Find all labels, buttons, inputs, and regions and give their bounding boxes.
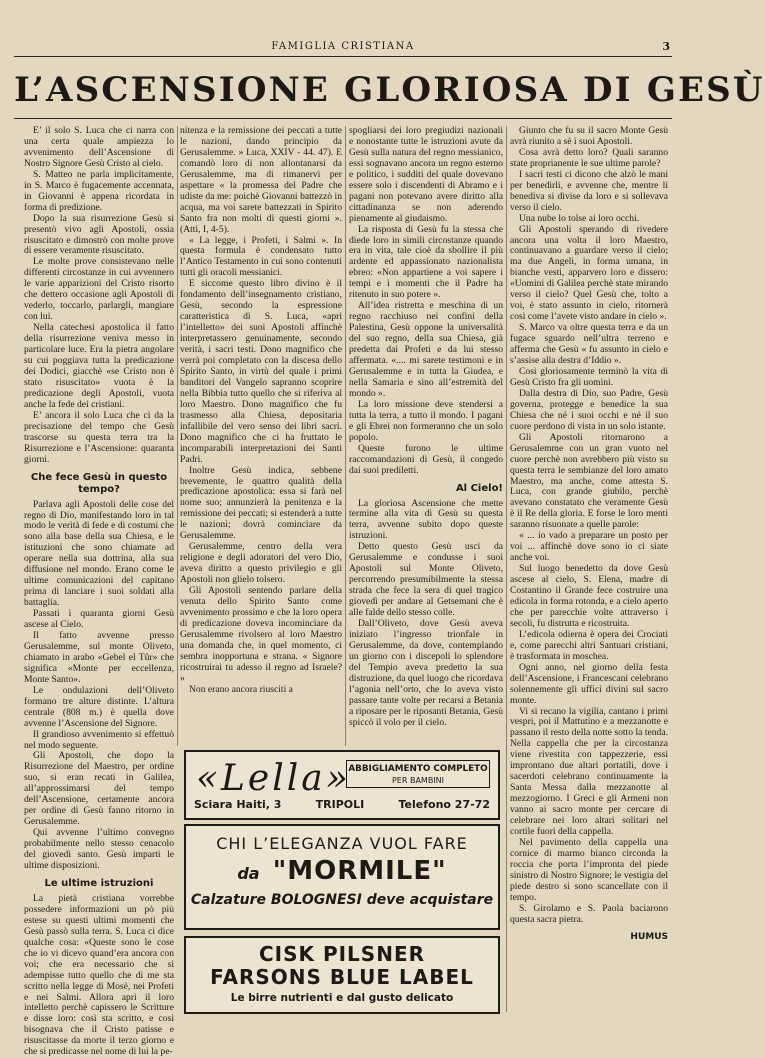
paragraph: spogliarsi dei loro pregiudizi nazionali e nonostante tutte le istruzioni avute da Gesù sulla natura del regno messianico, essi sognavano ancora un regno esterno e politico, i sudditi del quale dovevano essere solo i discendenti di Abramo e i pagani non potevano avere diritto alla cittadinanza se non aderendo pienamente al giudaismo. bbox=[349, 125, 503, 224]
magazine-name: FAMIGLIA CRISTIANA bbox=[271, 41, 415, 52]
paragraph: Il fatto avvenne presso Gerusalemme, sul monte Oliveto, chiamato in arabo «Gebel el Tûr» che significa «Monte per eccellenza, Monte Santo». bbox=[24, 629, 174, 685]
paragraph: All’idea ristretta e meschina di un regno racchiuso nei confini della Palestina, Gesù oppone la universalità del suo regno, della sua Chiesa, già predetta dai Profeti e da lui stesso affermata. «.... mi sarete testimoni e in Gerusalemme e in tutta la Giudea, e nella Samaria e sino all’estremità del mondo ». bbox=[349, 300, 503, 399]
paragraph: Gerusalemme, centro della vera religione e degli adoratori del vero Dio, aveva diritto a questo privilegio e gli Apostoli non glielo tolsero. bbox=[180, 541, 342, 586]
ad-lella bbox=[184, 750, 500, 820]
lella-tagline-box bbox=[346, 760, 490, 788]
paragraph: Gli Apostoli ritornarono a Gerusalemme con un gran vuoto nel cuore perchè non avrebbero più visto su questa terra le sembianze del loro amato Maestro, ma anche, come attesta S. Luca, con grande giubilo, perchè avevano constatato che veramente Gesù è il Re della gloria. E forse le loro menti saranno risuonate a quelle parole: bbox=[510, 431, 668, 531]
paragraph: Così gloriosamente terminò la vita di Gesù Cristo fra gli uomini. bbox=[510, 365, 668, 388]
paragraph: Qui avvenne l’ultimo convegno probabilmente nello stesso cenacolo del giovedì santo. Gesù impartì le ultime disposizioni. bbox=[24, 827, 174, 871]
lella-contact-row bbox=[194, 798, 490, 811]
paragraph: Gli Apostoli sentendo parlare della venuta dello Spirito Santo come avvenimento prossimo e che la loro opera di predicazione doveva incominciare da Gerusalemme rivolsero al loro Maestro una domanda che, in quel momento, ci sembra inopportuna e strana. « Signore ricostruirai tu adesso il regno ad Israele? » bbox=[180, 585, 342, 684]
mormile-brand-row bbox=[186, 856, 498, 886]
column-divider bbox=[506, 126, 507, 1012]
ad-cisk bbox=[184, 936, 500, 1014]
paragraph: Non erano ancora riusciti a bbox=[189, 683, 293, 695]
paragraph: L’edicola odierna è opera dei Crociati e, come parecchi altri Santuari cristiani, è trasformata in moschea. bbox=[510, 628, 668, 662]
paragraph: Vi si recano la vigilia, cantano i primi vespri, poi il Mattutino e a mezzanotte e passano il resto della notte sotto la tenda. Nella cappella che per la circostanza viene rivestita con tappezzerie, essi improntano due altari portatili, dove i sacerdoti celebrano continuamente la Santa Messa dalla mezzanotte al mezzogiorno. I Greci e gli Armeni non vanno ai sacro monte per cercare di celebrare nei loro altari solitari nel cortile fuori della cappella. bbox=[510, 705, 668, 837]
mormile-subline: Calzature BOLOGNESI deve acquistare bbox=[190, 892, 494, 908]
ad-mormile bbox=[184, 824, 500, 930]
page-number: 3 bbox=[662, 40, 670, 53]
paragraph: Passati i quaranta giorni Gesù ascese al Cielo. bbox=[24, 608, 174, 631]
paragraph: E’ il solo S. Luca che ci narra con una certa quale ampiezza lo avvenimento dell’Ascensione di Nostro Signore Gesù Cristo al cielo. bbox=[24, 125, 174, 169]
paragraph: E’ ancora il solo Luca che ci da la precisazione del tempo che Gesù trascorse su questa terra tra la Risurrezione e l’Ascensione: quaranta giorni. bbox=[24, 409, 174, 465]
paragraph: Parlava agli Apostoli delle cose del regno di Dio, manifestando loro in tal modo le verità di fede e di costumi che sono alla base della sua Chiesa, e le istituzioni che sono chiamate ad operare nella sua dottrina, alla sua diffusione nel mondo. Erano come le ultime comunicazioni del capitano prima di lanciare i suoi soldati alla battaglia. bbox=[24, 498, 174, 609]
cisk-line1: CISK PILSNER bbox=[258, 942, 426, 966]
paragraph: La pietà cristiana vorrebbe possedere informazioni un pò più estese su questi ultimi momenti che Gesù passò sulla terra. S. Luca ci dice qualche cosa: «Queste sono le cose che io vi dicevo quand’era ancora con voi; che era necessario che si adempisse tutto quello che di me sta scritto nella legge di Mosè, nei Profeti e nei Salmi. Allora aprì il loro intelletto perchè capissero le Scritture e disse loro: così sta scritto, e così bisognava che il Cristo patisse e risuscitasse da morte il terzo giorno e che si predicasse nel nome di lui la pe- bbox=[24, 892, 174, 1058]
paragraph: « ... io vado a preparare un posto per voi ... affinchè dove sono io ci siate anche voi. bbox=[510, 530, 668, 564]
paragraph: I sacri testi ci dicono che alzò le mani per benedirli, e avvenne che, mentre li benediva si divise da loro e si sollevava verso il cielo. bbox=[510, 168, 668, 213]
paragraph: Le ondulazioni dell’Oliveto formano tre alture distinte. L’altura centrale (808 m.) è quella dove avvenne l’Ascensione del Signore. bbox=[24, 684, 174, 729]
article-headline: L’ASCENSIONE GLORIOSA DI GESÙ bbox=[14, 62, 672, 119]
page-header bbox=[14, 40, 672, 57]
cisk-line2: FARSONS BLUE LABEL bbox=[210, 965, 474, 989]
article-column-1 bbox=[24, 125, 174, 1058]
cisk-tagline: Le birre nutrienti e dal gusto delicato bbox=[230, 992, 454, 1004]
subheading: Che fece Gesù in questo tempo? bbox=[30, 471, 168, 495]
lella-logo: «Lella» bbox=[196, 758, 351, 799]
paragraph: Gli Apostoli sperando di rivedere ancora una volta il loro Maestro, continuavano a guardare verso il cielo; ma due Angeli, in forma umana, in bianche vesti, apparvero loro e dissero: «Uomini di Galilea perchè state mirando verso il cielo? Quel Gesù che, tolto a voi, è stato assunto in cielo, ritornerà così come l’avete visto andare in cielo ». bbox=[510, 223, 668, 323]
paragraph: S. Girolamo e S. Paola baciarono questa sacra pietra. bbox=[510, 902, 668, 925]
mormile-slogan: CHI L’ELEGANZA VUOL FARE bbox=[216, 834, 468, 853]
column-divider bbox=[345, 126, 346, 746]
paragraph: Dall’Oliveto, dove Gesù aveva iniziato l’ingresso trionfale in Gerusalemme, da dove, contemplando un giorno con i discepoli lo splendore del Tempio aveva predetto la sua distruzione, da quel luogo che ricordava l’agonia nell’orto, che lo aveva visto passare tante volte per recarsi a Betania a riposare per le riposanti Betania, Gesù spiccò il volo per il cielo. bbox=[349, 617, 503, 728]
paragraph: Queste furono le ultime raccomandazioni di Gesù, il congedo dai suoi prediletti. bbox=[349, 442, 503, 476]
paragraph: Dalla destra di Dio, suo Padre, Gesù governa, protegge e benedice la sua Chiesa che né i suoi occhi e né il suo cuore perdono di vista in un solo istante. bbox=[510, 387, 668, 432]
paragraph: Dopo la sua risurrezione Gesù si presentò vivo agli Apostoli, ossia risuscitato e dimostrò con molte prove di essere veramente risuscitato. bbox=[24, 212, 174, 257]
subheading: Le ultime istruzioni bbox=[44, 877, 154, 889]
subheading: Al Cielo! bbox=[455, 482, 503, 494]
lella-tagline-line2: PER BAMBINI bbox=[391, 776, 445, 785]
paragraph: Le molte prove consistevano nelle differenti circostanze in cui avvennero le varie apparizioni del Cristo risorto che dettero occasione agli Apostoli di vederlo, toccarlo, parlargli, mangiare con lui. bbox=[24, 256, 174, 323]
paragraph: Nel pavimento della cappella una cornice di marmo bianco circonda la roccia che porta l’impronta del piede sinistro di Nostro Signore; le vestigia del piede destro si sono scancellate con il tempo. bbox=[510, 836, 668, 903]
paragraph: Una nube lo tolse ai loro occhi. bbox=[519, 212, 640, 224]
paragraph: « La legge, i Profeti, i Salmi ». In questa formula è condensato tutto l’Antico Testamento in cui sono contenuti tutti gli oracoli messianici. bbox=[180, 234, 342, 279]
paragraph: La gloriosa Ascensione che mette termine alla vita di Gesù su questa terra, avvenne subito dopo queste istruzioni. bbox=[349, 497, 503, 542]
paragraph: Gli Apostoli, che dopo la Risurrezione del Maestro, per ordine suo, si eran recati in Galilea, all’approssimarsi del tempo dell’Ascensione, certamente ancora per ordine di Gesù fanno ritorno in Gerusalemme. bbox=[24, 750, 174, 828]
column-divider bbox=[177, 126, 178, 746]
paragraph: nitenza e la remissione dei peccati a tutte le nazioni, dando principio da Gerusalemme. » Luca, XXIV - 44. 47). E comandò loro di non allontanarsi da Gerusalemme, ma di rimanervi per aspettare « la promessa del Padre che udiste da me: poichè Giovanni battezzò in acqua, ma voi sarete battezzati in Spirito Santo fra non molti di questi giorni ». (Atti, I, 4-5). bbox=[180, 125, 342, 235]
mormile-brand: "MORMILE" bbox=[272, 856, 447, 886]
paragraph: Il grandioso avvenimento si effettuò nel modo seguente. bbox=[24, 728, 174, 751]
paragraph: S. Marco va oltre questa terra e da un fugace sguardo nell’ultra terreno e afferma che Gesù « fu assunto in cielo e s’assise alla destra d’Iddio ». bbox=[510, 322, 668, 367]
lella-city: TRIPOLI bbox=[315, 798, 365, 811]
paragraph: Ogni anno, nel giorno della festa dell’Ascensione, i Francescani celebrano solennemente gli uffici divini sul sacro monte. bbox=[510, 661, 668, 706]
author-signature: HUMUS bbox=[630, 931, 668, 942]
paragraph: Inoltre Gesù indica, sebbene brevemente, le quattro qualità della predicazione apostolica: essa si farà nel nome suo; annunzierà la penitenza e la remissione dei peccati; si estenderà a tutte le nazioni; dovrà cominciare da Gerusalemme. bbox=[180, 464, 342, 542]
lella-tagline-line1: ABBIGLIAMENTO COMPLETO bbox=[348, 764, 488, 774]
paragraph: Sul luogo benedetto da dove Gesù ascese al cielo, S. Elena, madre di Costantino il Grande fece costruire una edicola in forma rotonda, e a cielo aperto che per parecchie volte attraverso i secoli, fu distrutta e ricostruita. bbox=[510, 563, 668, 629]
paragraph: Giunto che fu su il sacro Monte Gesù avrà riunito a sè i suoi Apostoli. bbox=[510, 125, 668, 147]
mormile-da: da bbox=[237, 864, 260, 883]
paragraph: La loro missione deve stendersi a tutta la terra, a tutto il mondo. I pagani e gli Ebrei non formeranno che un solo popolo. bbox=[349, 398, 503, 443]
paragraph: Detto questo Gesù uscì da Gerusalemme e condusse i suoi Apostoli sul Monte Oliveto, percorrendo presumibilmente la stessa strada che fece la sera di quel tragico giovedì per andare al Getsemani che è alle falde dello stesso colle. bbox=[349, 541, 503, 619]
article-column-2 bbox=[180, 126, 342, 746]
lella-phone: Telefono 27-72 bbox=[398, 798, 490, 811]
paragraph: Cosa avrà detto loro? Quali saranno state proprianente le sue ultime parole? bbox=[510, 146, 668, 169]
article-column-3 bbox=[349, 126, 503, 746]
lella-address: Sciara Haiti, 3 bbox=[194, 798, 282, 811]
paragraph: E siccome questo libro divino è il fondamento dell’insegnamento cristiano, Gesù, secondo la espressione caratteristica di S. Luca, «aprì l’intelletto» dei suoi Apostoli affinchè interpretassero genuinamente, secondo verità, i sacri testi. Dono magnifico che verrà poi completato con la discesa dello Spirito Santo, in virtù del quale i primi banditori del Vangelo sapranno scoprire nella Bibbia tutto quello che si riferiva al loro Maestro. Dono magnifico che fu trasmesso alla Chiesa, depositaria infallibile del vero senso dei libri sacri. Dono magnifico che ci ha fruttato le incomparabili interpretazioni dei Santi Padri. bbox=[180, 278, 342, 465]
paragraph: La risposta di Gesù fu la stessa che diede loro in simili circostanze quando era in vita, tale cioè da sbollire il più ardente ed appassionato nazionalista ebreo: «Non appartiene a voi sapere i tempi e i momenti che il Padre ha ritenuto in suo potere ». bbox=[349, 223, 503, 301]
article-column-4 bbox=[510, 126, 668, 1012]
paragraph: Nella catechesi apostolica il fatto della risurrezione veniva messo in particolare luce. Era la pietra angolare su cui poggiava tutta la predicazione dei Dodici, giacchè «se Cristo non è stato risuscitato» vuota è la predicazione degli Apostoli, vuota anche la fede dei cristiani. bbox=[24, 322, 174, 410]
paragraph: S. Matteo ne parla implicitamente, in S. Marco è fugacemente accennata, in Giovanni è appena ricordata in forma di predizione. bbox=[24, 168, 174, 213]
